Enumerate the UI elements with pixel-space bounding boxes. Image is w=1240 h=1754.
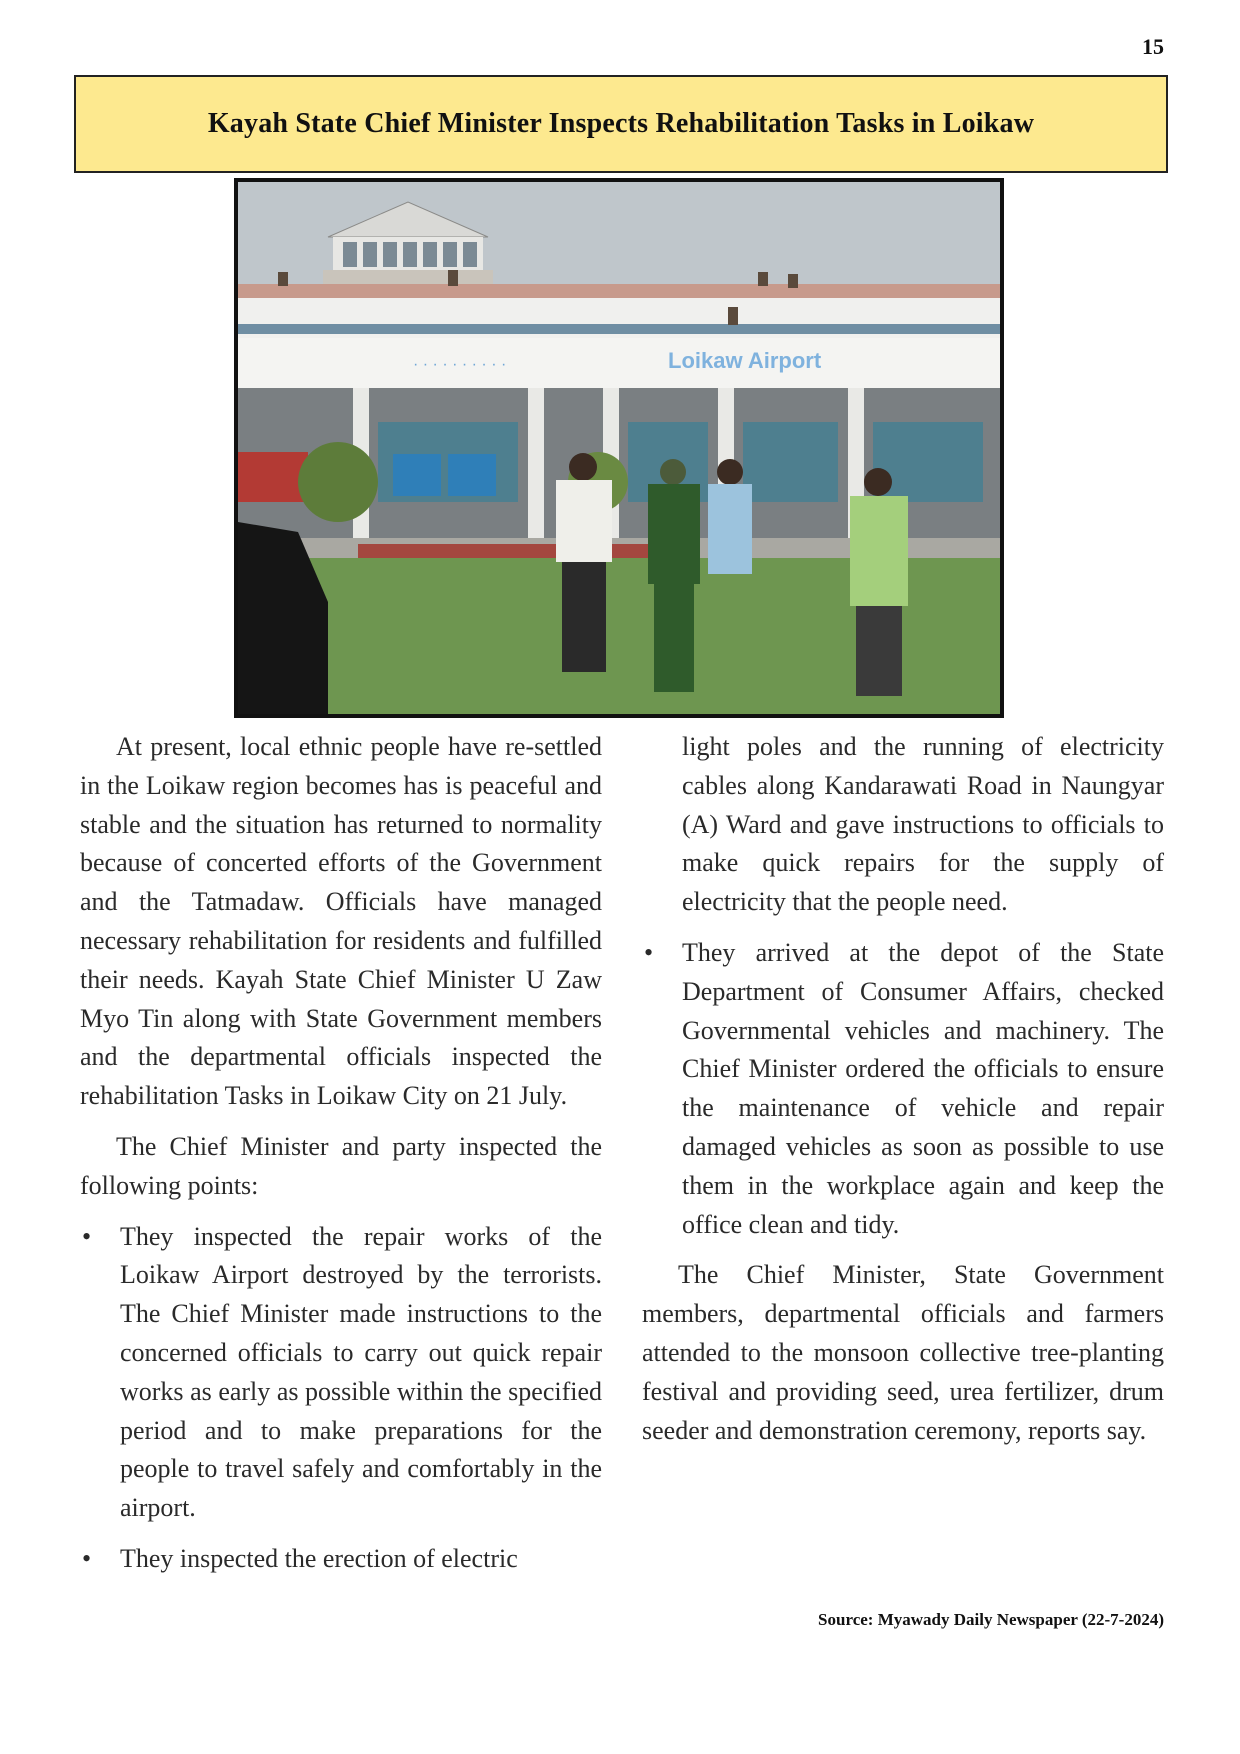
- airport-scene-illustration: [238, 182, 1000, 714]
- svg-text:· · · · · · · · · ·: · · · · · · · · · ·: [413, 356, 507, 373]
- bullet-marker: •: [82, 1543, 92, 1573]
- bullet-list: [80, 1218, 602, 1579]
- paragraph-closing: The Chief Minister, State Government members, departmental officials and farmers attended to the monsoon collective tree-planting festival and providing seed, urea fertilizer, drum seeder and demonstration ceremony, reports say.: [642, 1260, 1164, 1445]
- bullet-text: They inspected the repair works of the Loikaw Airport destroyed by the terrorists. The Chief Minister made instructions to the concerned officials to carry out quick repair works as early as possible within the specified period and to make preparations for the people to travel safely and comfortably in the airport.: [120, 1221, 602, 1523]
- bullet-marker: •: [644, 937, 654, 967]
- bullet-continuation: light poles and the running of electricity cables along Kandarawati Road in Naungyar (A) Ward and gave instructions to officials to make quick repairs for the supply of electricity that the people need.: [682, 732, 1164, 917]
- bullet-list: [642, 934, 1164, 1244]
- bullet-text: They inspected the erection of electric: [120, 1543, 518, 1573]
- source-credit: Source: Myawady Daily Newspaper (22-7-2024): [818, 1610, 1164, 1629]
- airport-sign-text: Loikaw Airport: [668, 348, 822, 373]
- paragraph-intro: At present, local ethnic people have re-settled in the Loikaw region becomes has is peaceful and stable and the situation has returned to normality because of concerted efforts of the Government and the Tatmadaw. Officials have managed necessary rehabilitation for residents and fulfilled their needs. Kayah State Chief Minister U Zaw Myo Tin along with State Government members and the departmental officials inspected the rehabilitation Tasks in Loikaw City on 21 July.: [80, 732, 602, 1111]
- paragraph-points: The Chief Minister and party inspected the following points:: [80, 1131, 602, 1200]
- article-title: Kayah State Chief Minister Inspects Rehabilitation Tasks in Loikaw: [207, 108, 1035, 139]
- article-photo: [234, 178, 1004, 718]
- page-number: 15: [1142, 34, 1164, 59]
- right-column: [642, 728, 1164, 1462]
- bullet-text: They arrived at the depot of the State Department of Consumer Affairs, checked Governmental vehicles and machinery. The Chief Minister ordered the officials to ensure the maintenance of vehicle and repair damaged vehicles as soon as possible to use them in the workplace again and keep the office clean and tidy.: [682, 937, 1164, 1239]
- bullet-marker: •: [82, 1221, 92, 1251]
- left-column: [80, 728, 602, 1591]
- bullet-item-electric: [80, 1540, 602, 1579]
- bullet-item-airport: [80, 1218, 602, 1528]
- article-title-box: [74, 75, 1168, 173]
- bullet-item-depot: [642, 934, 1164, 1244]
